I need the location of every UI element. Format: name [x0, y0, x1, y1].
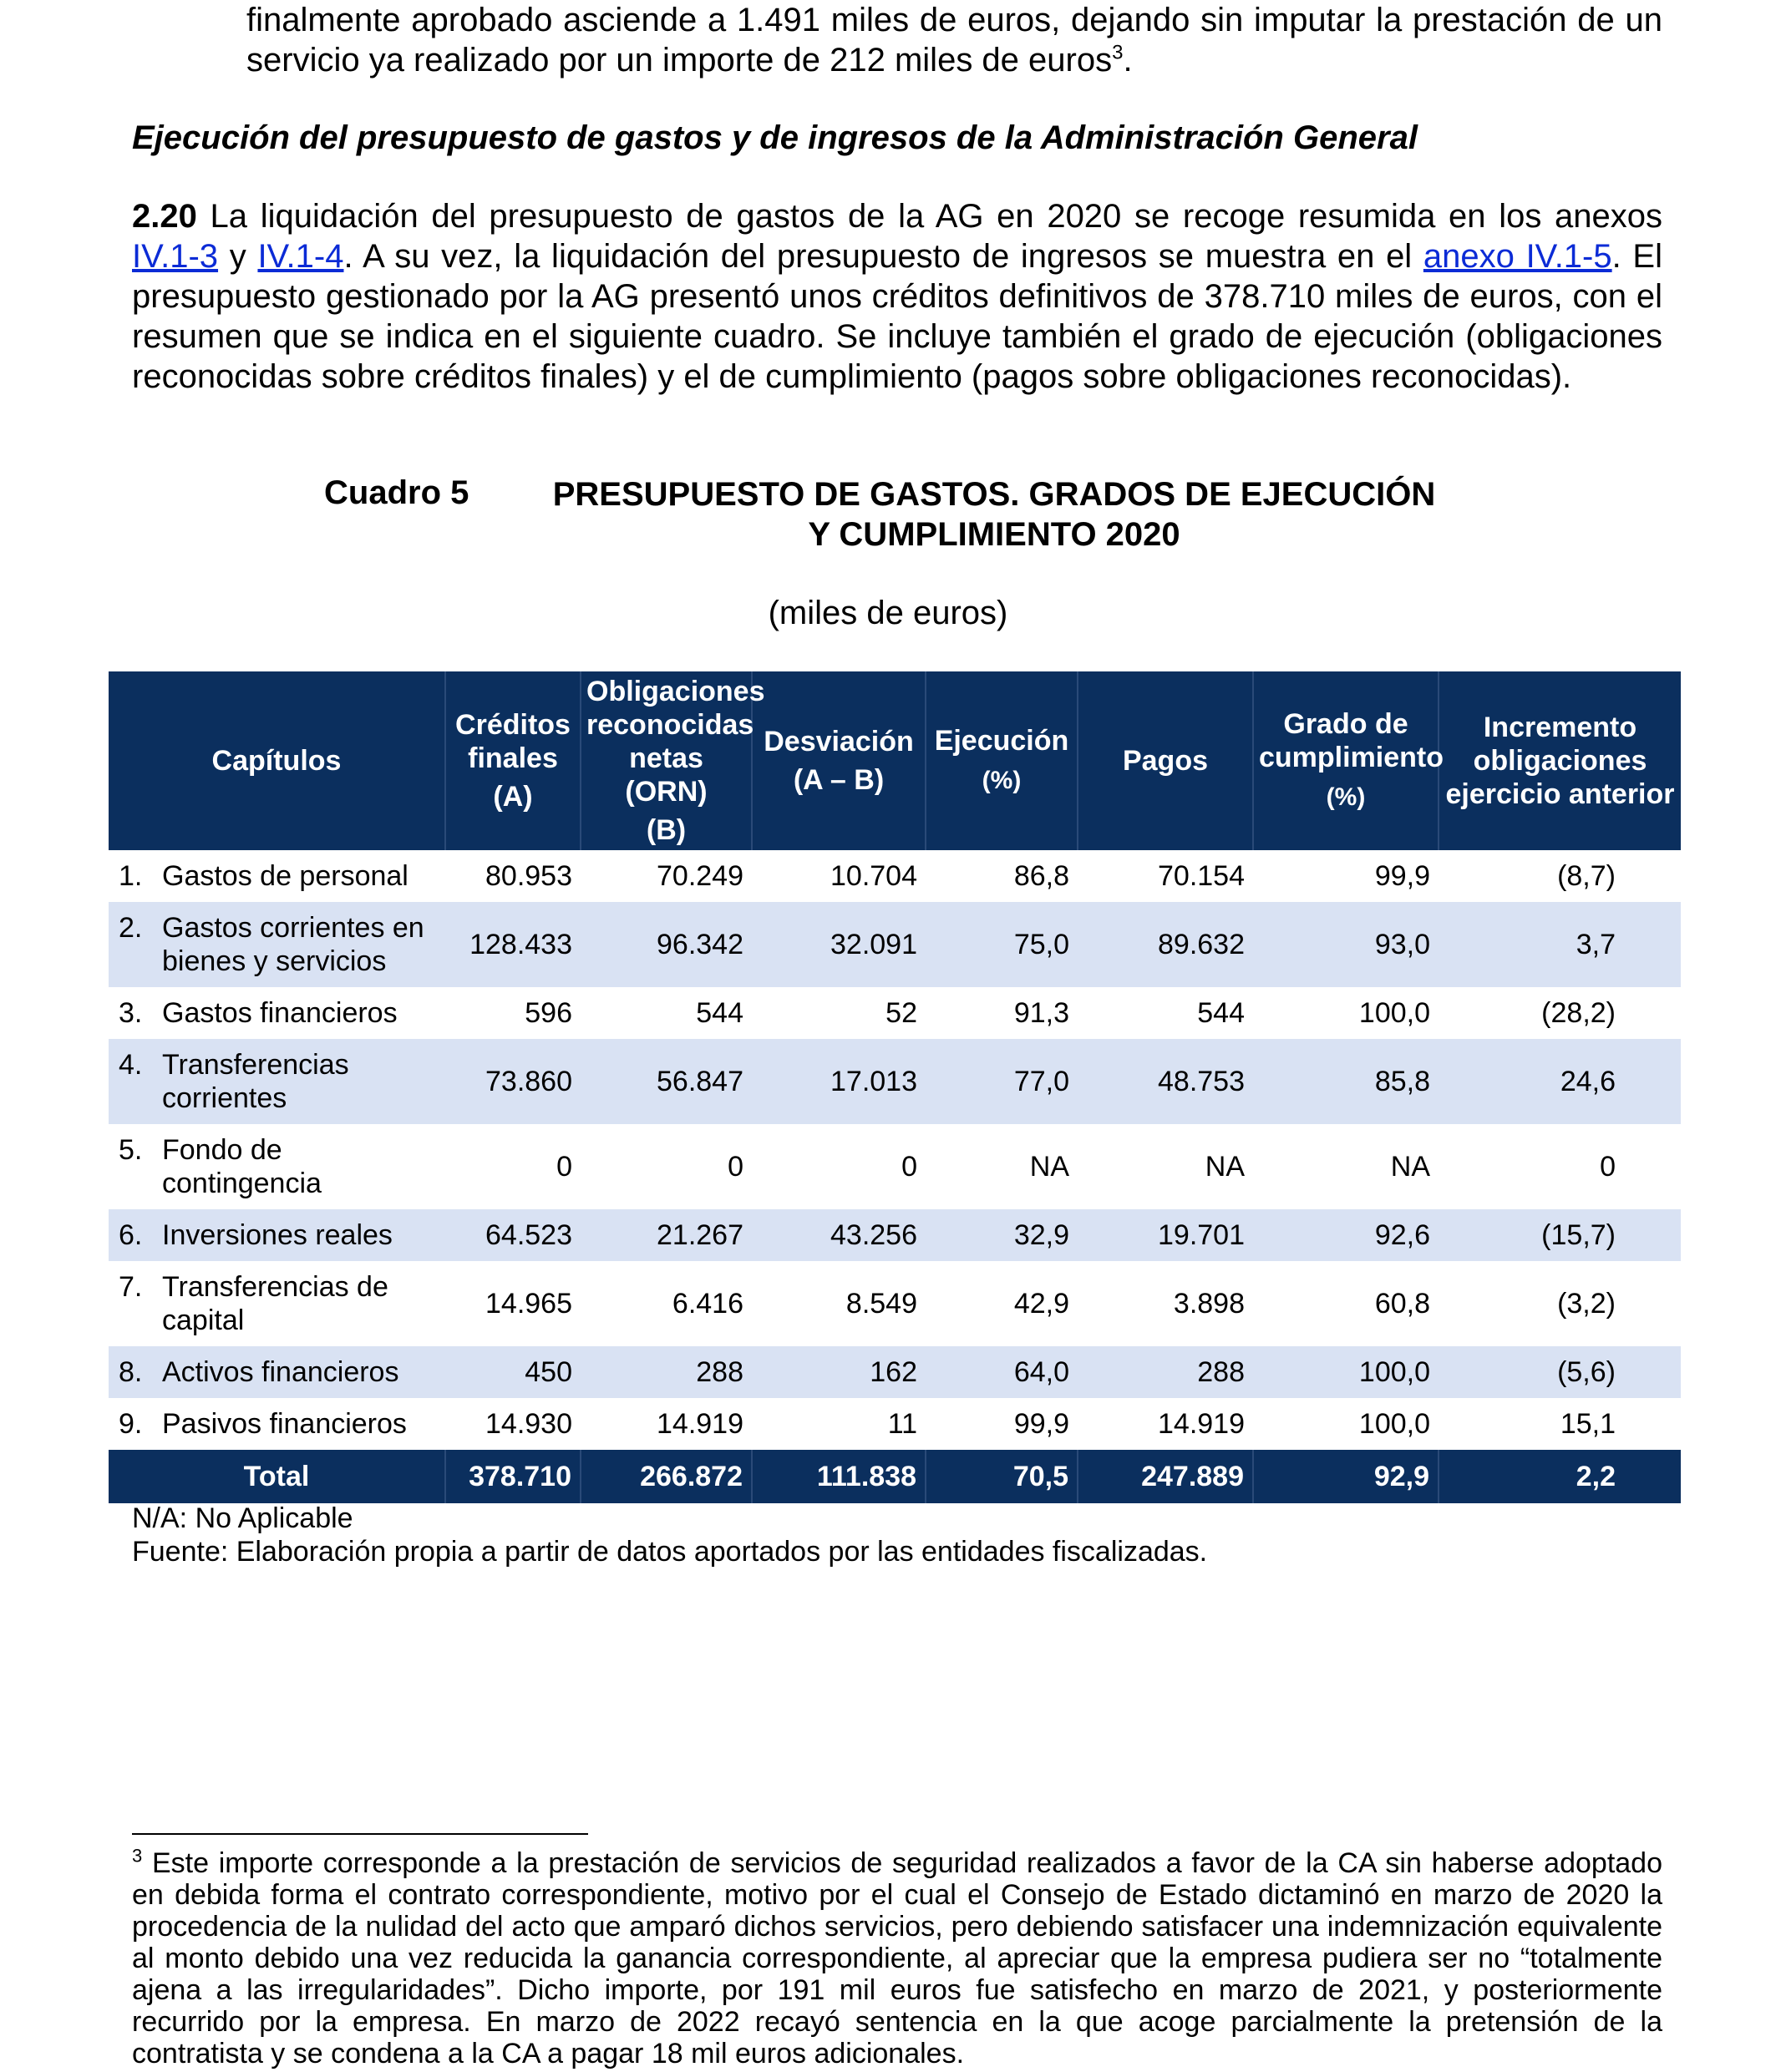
paragraph-number: 2.20 — [132, 198, 197, 235]
cell-creditos: 596 — [525, 997, 572, 1029]
cell-pagos: 70.154 — [1158, 860, 1245, 892]
cell-ejecucion: 99,9 — [1013, 1408, 1069, 1440]
cell-creditos: 128.433 — [445, 902, 581, 987]
cell-incremento: 15,1 — [1560, 1408, 1616, 1440]
cell-creditos: 73.860 — [445, 1039, 581, 1124]
cell-ejecucion: 86,8 — [1013, 860, 1069, 892]
link-annex-iv-1-5[interactable]: anexo IV.1-5 — [1423, 238, 1612, 275]
cell-desviacion: 52 — [885, 997, 917, 1029]
row-chapter: 4. Transferencias corrientes — [109, 1039, 445, 1124]
cell-incremento: (8,7) — [1557, 860, 1616, 892]
note-source: Fuente: Elaboración propia a partir de datos aportados por las entidades fiscalizadas. — [132, 1536, 1208, 1568]
row-chapter: 3. Gastos financieros — [119, 997, 398, 1029]
total-label: Total — [109, 1450, 445, 1503]
footnote-3 — [132, 1847, 1662, 2069]
header-ejecucion: Ejecución (%) — [926, 671, 1078, 850]
cell-desviacion: 32.091 — [752, 902, 926, 987]
table-header-row — [109, 671, 1681, 850]
row-chapter: 7. Transferencias de capital — [119, 1271, 388, 1336]
paragraph-text: La liquidación del presupuesto de gastos de la AG en 2020 se recoge resumida en los anexos — [196, 198, 1662, 235]
cell-desviacion: 162 — [752, 1346, 926, 1398]
table-row — [109, 1261, 1681, 1346]
cell-desviacion: 17.013 — [752, 1039, 926, 1124]
cell-incremento: 3,7 — [1439, 902, 1681, 987]
total-desviacion: 111.838 — [752, 1450, 926, 1503]
table-title-line2: Y CUMPLIMIENTO 2020 — [808, 516, 1180, 553]
cell-creditos: 0 — [556, 1151, 572, 1183]
cell-desviacion: 0 — [901, 1151, 917, 1183]
row-chapter: 5. Fondo de contingencia — [119, 1134, 322, 1199]
cell-pagos: 19.701 — [1078, 1209, 1253, 1261]
cell-obligaciones: 96.342 — [581, 902, 752, 987]
paragraph-text: . El presupuesto gestionado por la AG presentó unos créditos definitivos de 378.710 miles de euros, con el resumen que se indica en el siguiente cuadro. Se incluye también el grado de ejecución (obligaciones reconocidas sobre créditos finales) y el de cumplimiento (pagos sobre obligaciones reconocidas). — [132, 238, 1662, 395]
intro-text: finalmente aprobado asciende a 1.491 miles de euros, dejando sin imputar la prestación de un servicio ya realizado por un importe de 212 miles de euros — [246, 2, 1662, 79]
table-row — [109, 1039, 1681, 1124]
header-grado: Grado de cumplimiento (%) — [1253, 671, 1439, 850]
table-row — [109, 987, 1681, 1039]
table-total-row — [109, 1450, 1681, 1503]
footnote-divider — [132, 1833, 588, 1835]
cell-grado: 93,0 — [1253, 902, 1439, 987]
cell-ejecucion: NA — [1029, 1151, 1069, 1183]
cell-pagos: 3.898 — [1173, 1288, 1245, 1320]
cell-obligaciones: 0 — [728, 1151, 743, 1183]
header-incremento: Incremento obligaciones ejercicio anterior — [1439, 671, 1681, 850]
cell-ejecucion: 32,9 — [926, 1209, 1078, 1261]
footnote-number: 3 — [132, 1845, 143, 1867]
cell-ejecucion: 42,9 — [1013, 1288, 1069, 1320]
section-heading: Ejecución del presupuesto de gastos y de ingresos de la Administración General — [132, 119, 1418, 156]
cell-desviacion: 8.549 — [845, 1288, 917, 1320]
cell-pagos: 89.632 — [1078, 902, 1253, 987]
total-grado: 92,9 — [1253, 1450, 1439, 1503]
cell-creditos: 14.965 — [485, 1288, 572, 1320]
cell-creditos: 64.523 — [445, 1209, 581, 1261]
row-chapter: 1. Gastos de personal — [119, 860, 408, 892]
cell-creditos: 14.930 — [485, 1408, 572, 1440]
row-chapter: 2. Gastos corrientes en bienes y servicios — [109, 902, 445, 987]
cell-grado: 99,9 — [1374, 860, 1430, 892]
cell-pagos: 288 — [1078, 1346, 1253, 1398]
table-row — [109, 1124, 1681, 1209]
header-creditos: Créditos finales (A) — [445, 671, 581, 850]
total-incremento: 2,2 — [1439, 1450, 1681, 1503]
paragraph-2-20 — [132, 196, 1662, 397]
table-row — [109, 850, 1681, 902]
header-desviacion: Desviación (A – B) — [752, 671, 926, 850]
cell-desviacion: 11 — [887, 1408, 917, 1440]
cell-grado: 60,8 — [1374, 1288, 1430, 1320]
cell-desviacion: 10.704 — [830, 860, 917, 892]
table-caption-label: Cuadro 5 — [324, 474, 469, 511]
header-obligaciones: Obligaciones reconocidas netas (ORN) (B) — [581, 671, 752, 850]
cell-creditos: 80.953 — [485, 860, 572, 892]
row-chapter: 9. Pasivos financieros — [119, 1408, 407, 1440]
table-title-line1: PRESUPUESTO DE GASTOS. GRADOS DE EJECUCIÓN — [552, 476, 1436, 513]
table-caption-title — [535, 474, 1454, 555]
row-chapter: 6. Inversiones reales — [109, 1209, 445, 1261]
total-ejecucion: 70,5 — [926, 1450, 1078, 1503]
cell-incremento: 0 — [1600, 1151, 1616, 1183]
footnote-reference[interactable]: 3 — [1112, 41, 1124, 64]
cell-grado: 92,6 — [1253, 1209, 1439, 1261]
cell-incremento: 24,6 — [1439, 1039, 1681, 1124]
cell-pagos: 544 — [1197, 997, 1245, 1029]
cell-obligaciones: 6.416 — [672, 1288, 743, 1320]
paragraph-text: y — [218, 238, 258, 275]
cell-grado: 100,0 — [1358, 1408, 1430, 1440]
cell-incremento: (28,2) — [1541, 997, 1616, 1029]
cell-obligaciones: 70.249 — [657, 860, 743, 892]
cell-grado: 100,0 — [1253, 1346, 1439, 1398]
cell-grado: 85,8 — [1253, 1039, 1439, 1124]
cell-creditos: 450 — [445, 1346, 581, 1398]
cell-incremento: (3,2) — [1557, 1288, 1616, 1320]
cell-ejecucion: 64,0 — [926, 1346, 1078, 1398]
cell-ejecucion: 91,3 — [1013, 997, 1069, 1029]
table-row — [109, 1398, 1681, 1450]
link-annex-iv-1-3[interactable]: IV.1-3 — [132, 238, 219, 275]
cell-obligaciones: 14.919 — [657, 1408, 743, 1440]
header-capitulos: Capítulos — [109, 671, 445, 850]
row-chapter: 8. Activos financieros — [109, 1346, 445, 1398]
cell-obligaciones: 21.267 — [581, 1209, 752, 1261]
cell-incremento: (5,6) — [1439, 1346, 1681, 1398]
cell-grado: 100,0 — [1358, 997, 1430, 1029]
link-annex-iv-1-4[interactable]: IV.1-4 — [257, 238, 344, 275]
total-creditos: 378.710 — [445, 1450, 581, 1503]
cell-pagos: 14.919 — [1158, 1408, 1245, 1440]
total-obligaciones: 266.872 — [581, 1450, 752, 1503]
budget-table — [109, 671, 1681, 1503]
cell-desviacion: 43.256 — [752, 1209, 926, 1261]
cell-ejecucion: 77,0 — [926, 1039, 1078, 1124]
cell-obligaciones: 544 — [696, 997, 743, 1029]
total-pagos: 247.889 — [1078, 1450, 1253, 1503]
footnote-text: Este importe corresponde a la prestación de servicios de seguridad realizados a favor de la CA sin haberse adoptado en debida forma el contrato correspondiente, motivo por el cual el Consejo de Estado dictaminó en marzo de 2020 la procedencia de la nulidad del acto que amparó dichos servicios, pero debiendo satisfacer una indemnización equivalente al monto debido una vez reducida la ganancia correspondiente, al apreciar que la empresa pudiera ser no “totalmente ajena a las irregularidades”. Dicho importe, por 191 mil euros fue satisfecho en marzo de 2021, y posteriormente recurrido por la empresa. En marzo de 2022 recayó sentencia en la que acoge parcialmente la pretensión de la contratista y se condena a la CA a pagar 18 mil euros adicionales. — [132, 1847, 1662, 2069]
table-row — [109, 902, 1681, 987]
intro-end: . — [1123, 42, 1133, 79]
paragraph-text: . A su vez, la liquidación del presupuesto de ingresos se muestra en el — [343, 238, 1423, 275]
cell-incremento: (15,7) — [1439, 1209, 1681, 1261]
cell-pagos: 48.753 — [1078, 1039, 1253, 1124]
table-unit: (miles de euros) — [768, 595, 1008, 631]
cell-pagos: NA — [1205, 1151, 1245, 1183]
table-row — [109, 1346, 1681, 1398]
header-pagos: Pagos — [1078, 671, 1253, 850]
cell-obligaciones: 56.847 — [581, 1039, 752, 1124]
intro-paragraph — [246, 0, 1662, 80]
cell-ejecucion: 75,0 — [926, 902, 1078, 987]
note-na: N/A: No Aplicable — [132, 1502, 353, 1534]
cell-grado: NA — [1390, 1151, 1430, 1183]
table-notes — [132, 1502, 1207, 1568]
cell-obligaciones: 288 — [581, 1346, 752, 1398]
table-row — [109, 1209, 1681, 1261]
